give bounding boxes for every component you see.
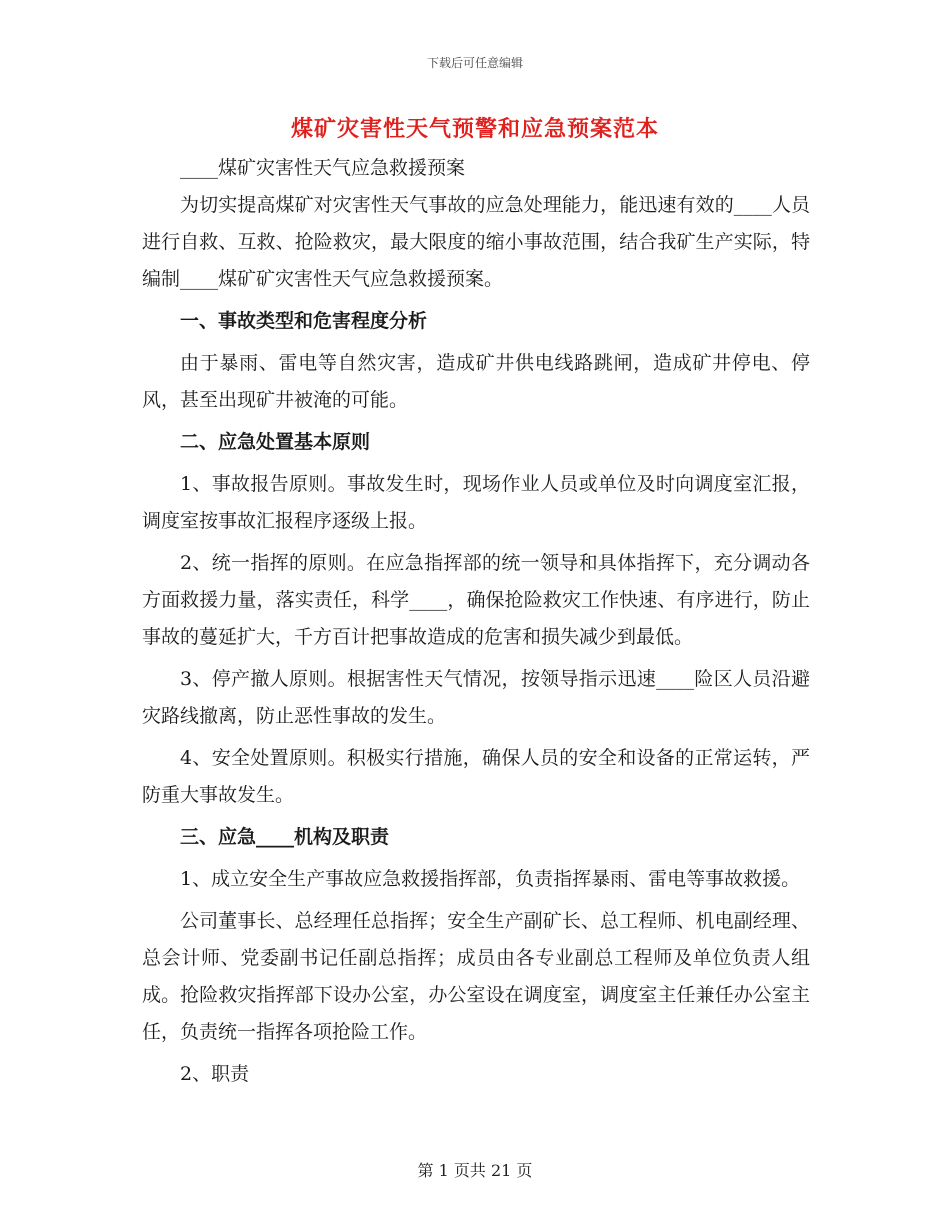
paragraph-principle-3: 3、停产撤人原则。根据害性天气情况，按领导指示迅速____险区人员沿避灾路线撤离，防止恶性事故的发生。	[142, 668, 810, 727]
page-header-note: 下载后可任意编辑	[426, 56, 523, 70]
paragraph-org-members: 公司董事长、总经理任总指挥；安全生产副矿长、总工程师、机电副经理、总会计师、党委副书记任副总指挥；成员由各专业副总工程师及单位负责人组成。抢险救灾指挥部下设办公室，办公室设在调度室，调度室主任兼任办公室主任，负责统一指挥各项抢险工作。	[142, 910, 810, 1043]
section-heading-3: 三、应急____机构及职责	[180, 826, 390, 848]
paragraph-subtitle: ____煤矿灾害性天气应急救援预案	[180, 157, 466, 179]
paragraph-org-1: 1、成立安全生产事故应急救援指挥部，负责指挥暴雨、雷电等事故救援。	[180, 868, 801, 890]
document-title: 煤矿灾害性天气预警和应急预案范本	[290, 116, 659, 142]
paragraph-principle-2: 2、统一指挥的原则。在应急指挥部的统一领导和具体指挥下，充分调动各方面救援力量，落实责任，科学____，确保抢险救灾工作快速、有序进行，防止事故的蔓延扩大，千方百计把事故造成的危害和损失减少到最低。	[142, 552, 810, 648]
paragraph-principle-4: 4、安全处置原则。积极实行措施，确保人员的安全和设备的正常运转，严防重大事故发生。	[142, 747, 810, 806]
page-number: 第 1 页共 21 页	[417, 1161, 533, 1180]
paragraph-intro: 为切实提高煤矿对灾害性天气事故的应急处理能力，能迅速有效的____人员进行自救、互救、抢险救灾，最大限度的缩小事故范围，结合我矿生产实际，特编制____煤矿矿灾害性天气应急救援预案。	[142, 194, 810, 290]
paragraph-duties: 2、职责	[180, 1063, 250, 1085]
section-heading-2: 二、应急处置基本原则	[180, 431, 371, 453]
paragraph-principle-1: 1、事故报告原则。事故发生时，现场作业人员或单位及时向调度室汇报，调度室按事故汇报程序逐级上报。	[142, 473, 810, 532]
section-heading-1: 一、事故类型和危害程度分析	[180, 310, 428, 332]
document-body	[142, 150, 810, 1093]
paragraph-analysis: 由于暴雨、雷电等自然灾害，造成矿井供电线路跳闸，造成矿井停电、停风，甚至出现矿井被淹的可能。	[142, 352, 810, 411]
